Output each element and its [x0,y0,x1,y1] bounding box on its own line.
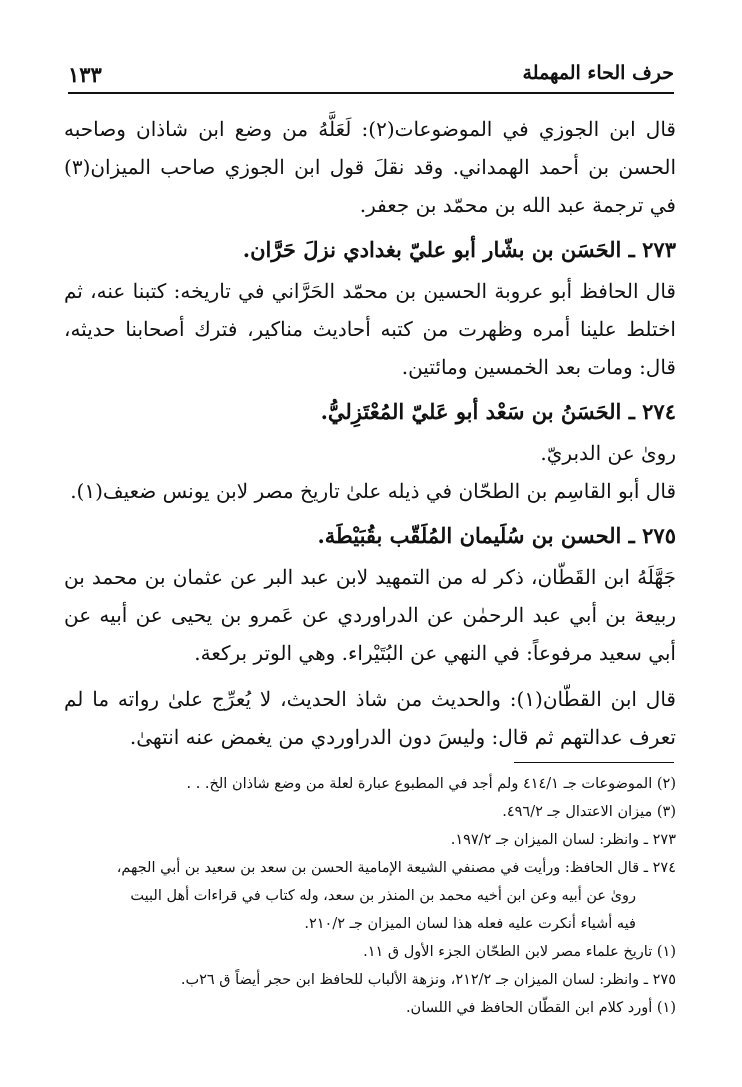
footnote: (٢) الموضوعات جـ ٤١٤/١ ولم أجد في المطبوع عبارة لعلة من وضع شاذان الخ. . . [186,776,676,792]
header-divider [68,92,674,94]
entry-274-text-1: روىٰ عن الدبريّ. [540,441,676,465]
entry-274-text-2: قال أبو القاسِم بن الطحّان في ذيله علىٰ تاريخ مصر لابن يونس ضعيف(١). [70,479,676,503]
footnote-continuation: روىٰ عن أبيه وعن ابن أخيه محمد بن المنذر بن سعد، وله كتاب في قراءات أهل البيت [130,888,636,904]
footnote-divider [514,762,674,763]
footnotes [64,770,676,1022]
footnote: ٢٧٤ ـ قال الحافظ: ورأيت في مصنفي الشيعة الإمامية الحسن بن سعد بن سعيد بن أبي الجهم، [116,860,676,876]
footnote-continuation: فيه أشياء أنكرت عليه فعله هذا لسان الميزان جـ ٢١٠/٢. [304,916,636,932]
footnote: (٣) ميزان الاعتدال جـ ٤٩٦/٢. [502,804,676,820]
main-text [64,110,676,756]
entry-273-text: قال الحافظ أبو عروبة الحسين بن محمّد الحَرَّاني في تاريخه: كتبنا عنه، ثم اختلط علينا أمره وظهرت من كتبه أحاديث مناكير، فترك أصحابنا حديثه، قال: ومات بعد الخمسين ومائتين. [64,279,676,379]
entry-275-title: ٢٧٥ ـ الحسن بن سُلَيمان المُلَقّب بقُبَيْطَة. [317,523,676,548]
footnote: (١) تاريخ علماء مصر لابن الطحّان الجزء الأول ق ١١. [363,944,676,960]
entry-275-text-1: جَهَّلَهُ ابن القَطّان، ذكر له من التمهيد لابن عبد البر عن عثمان بن محمد بن ربيعة بن أبي عبد الرحمٰن عن الدراوردي عن عَمرو بن يحيى عن أبيه عن أبي سعيد مرفوعاً: في النهي عن البُتَيْراء. وهي الوتر بركعة. [64,565,676,665]
footnote: ٢٧٣ ـ وانظر: لسان الميزان جـ ١٩٧/٢. [450,832,676,848]
chapter-title: حرف الحاء المهملة [522,62,674,84]
entry-275-text-2: قال ابن القطّان(١): والحديث من شاذ الحديث، لا يُعرِّج علىٰ رواته ما لم تعرف عدالتهم ثم قال: وليسَ دون الدراوردي من يغمض عنه انتهىٰ. [64,687,676,749]
entry-273-title: ٢٧٣ ـ الحَسَن بن بشّار أبو عليّ بغدادي نزلَ حَرَّان. [242,237,676,262]
paragraph-intro: قال ابن الجوزي في الموضوعات(٢): لَعَلَّهُ من وضع ابن شاذان وصاحبه الحسن بن أحمد الهمداني. وقد نقلَ قول ابن الجوزي صاحب الميزان(٣) في ترجمة عبد الله بن محمّد بن جعفر. [64,117,676,217]
running-header [68,62,674,92]
footnote: ٢٧٥ ـ وانظر: لسان الميزان جـ ٢١٢/٢، ونزهة الألباب للحافظ ابن حجر أيضاً ق ٢٦ب. [180,972,676,988]
footnote: (١) أورد كلام ابن القطّان الحافظ في اللسان. [405,1000,676,1016]
page-number: ١٣٣ [68,62,102,87]
entry-274-title: ٢٧٤ ـ الحَسَنُ بن سَعْد أبو عَليّ المُعْتَزِليُّ. [320,399,676,424]
